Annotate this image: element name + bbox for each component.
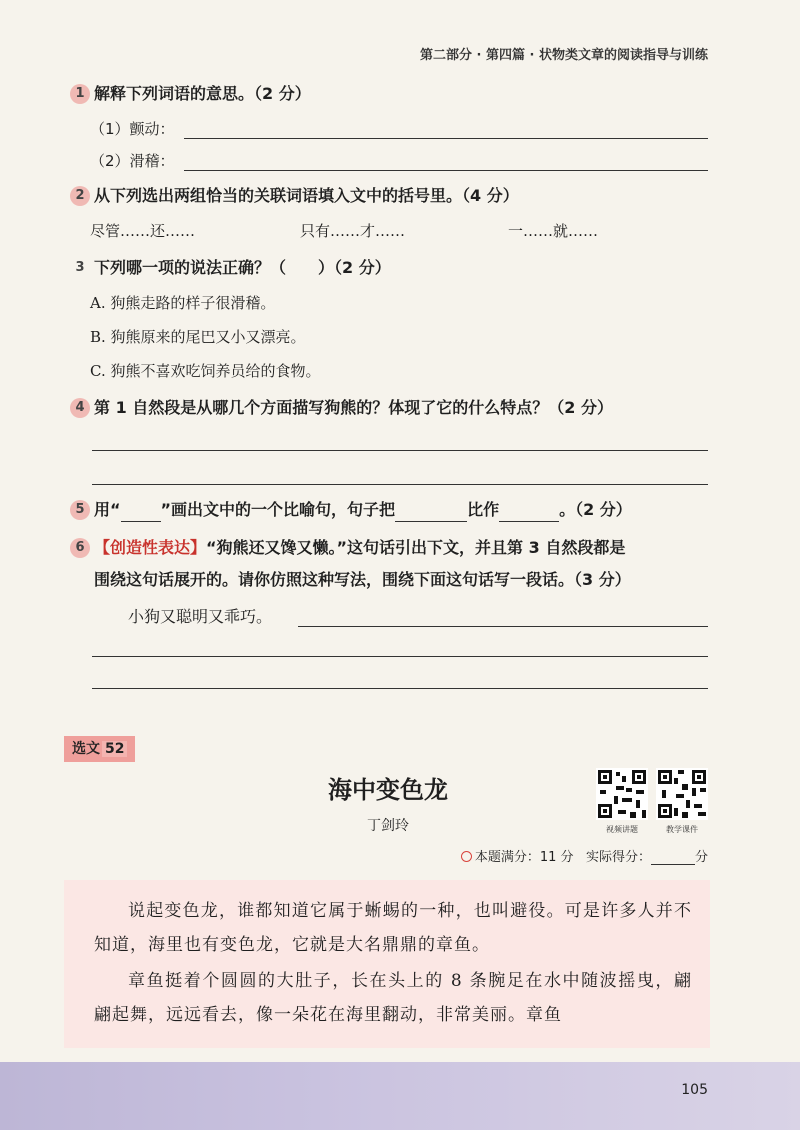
question-number: 2 <box>70 186 90 206</box>
blank[interactable] <box>499 505 559 522</box>
passage-box <box>64 880 710 1048</box>
question-6-cont <box>70 568 708 594</box>
question-number: 6 <box>70 538 90 558</box>
answer-line[interactable] <box>92 484 708 485</box>
question-2 <box>70 184 708 210</box>
actual-score-label: 实际得分： <box>585 850 651 865</box>
qr-code-icon[interactable] <box>596 768 648 820</box>
q5-part: ”画出文中的一个比喻句，句子把 <box>160 500 396 519</box>
q2-option-3: 一……就…… <box>508 222 599 240</box>
score-blank[interactable] <box>651 850 695 865</box>
sub-label: （1）颤动： <box>90 120 175 138</box>
question-1 <box>70 82 708 108</box>
article-title: 海中变色龙 <box>328 775 448 804</box>
question-3 <box>70 256 708 282</box>
question-number: 3 <box>75 260 85 275</box>
answer-line[interactable] <box>184 138 708 139</box>
q1-sub-2 <box>90 150 708 172</box>
clock-icon <box>461 851 472 862</box>
passage-paragraph: 章鱼挺着个圆圆的大肚子，长在头上的 8 条腕足在水中随波摇曳，翩翩起舞，远远看去，像一朵花在海里翻动，非常美丽。章鱼 <box>94 971 692 1025</box>
question-text: 从下列选出两组恰当的关联词语填入文中的括号里。（4 分） <box>94 186 519 205</box>
qr-label: 视频讲题 <box>606 825 638 834</box>
q3-option-b[interactable]: B. 狗熊原来的尾巴又小又漂亮。 <box>90 328 306 346</box>
answer-line[interactable] <box>92 688 708 689</box>
question-text <box>94 498 708 522</box>
q5-part: 用“ <box>94 500 121 519</box>
section-badge <box>64 736 135 762</box>
question-number: 5 <box>70 500 90 520</box>
passage-paragraph: 说起变色龙，谁都知道它属于蜥蜴的一种，也叫避役。可是许多人并不知道，海里也有变色龙，它就是大名鼎鼎的章鱼。 <box>94 901 692 955</box>
bottom-band <box>0 1062 800 1130</box>
question-number: 4 <box>70 398 90 418</box>
page-number: 105 <box>681 1082 708 1098</box>
answer-line[interactable] <box>184 170 708 171</box>
question-5 <box>70 498 708 524</box>
q1-sub-1 <box>90 118 708 140</box>
section-number: 52 <box>102 741 127 757</box>
question-4 <box>70 396 708 422</box>
q2-option-1: 尽管……还…… <box>90 222 196 240</box>
q3-option-a[interactable]: A. 狗熊走路的样子很滑稽。 <box>90 294 276 312</box>
q6-line-1: “狗熊还又馋又懒。”这句话引出下文，并且第 3 自然段都是 <box>206 538 626 557</box>
q6-prompt: 小狗又聪明又乖巧。 <box>128 607 273 626</box>
question-number: 1 <box>70 84 90 104</box>
score-line <box>461 846 708 865</box>
answer-line[interactable] <box>298 626 708 627</box>
answer-line[interactable] <box>92 656 708 657</box>
score-unit: 分 <box>694 850 708 865</box>
q5-part: 。（2 分） <box>559 500 632 519</box>
question-text: 下列哪一项的说法正确？（ ）（2 分） <box>94 258 391 277</box>
question-text <box>94 536 708 560</box>
blank[interactable] <box>121 505 161 522</box>
question-6 <box>70 536 708 562</box>
qr-label: 教学课件 <box>666 825 698 834</box>
blank[interactable] <box>395 505 467 522</box>
full-score: 本题满分：11 分 <box>474 850 574 865</box>
sub-label: （2）滑稽： <box>90 152 175 170</box>
qr-code-icon[interactable] <box>656 768 708 820</box>
q6-line-2: 围绕这句话展开的。请你仿照这种写法，围绕下面这句话写一段话。（3 分） <box>94 570 631 589</box>
section-label: 选文 <box>72 741 100 757</box>
question-text: 第 1 自然段是从哪几个方面描写狗熊的？体现了它的什么特点？（2 分） <box>94 398 613 417</box>
running-header: 第二部分 · 第四篇 · 状物类文章的阅读指导与训练 <box>420 48 708 63</box>
answer-line[interactable] <box>92 450 708 451</box>
question-tag: 【创造性表达】 <box>94 538 207 557</box>
q3-option-c[interactable]: C. 狗熊不喜欢吃饲养员给的食物。 <box>90 362 321 380</box>
question-text: 解释下列词语的意思。（2 分） <box>94 84 311 103</box>
q5-part: 比作 <box>467 500 500 519</box>
q2-option-2: 只有……才…… <box>300 222 406 240</box>
article-author: 丁剑玲 <box>367 818 409 834</box>
